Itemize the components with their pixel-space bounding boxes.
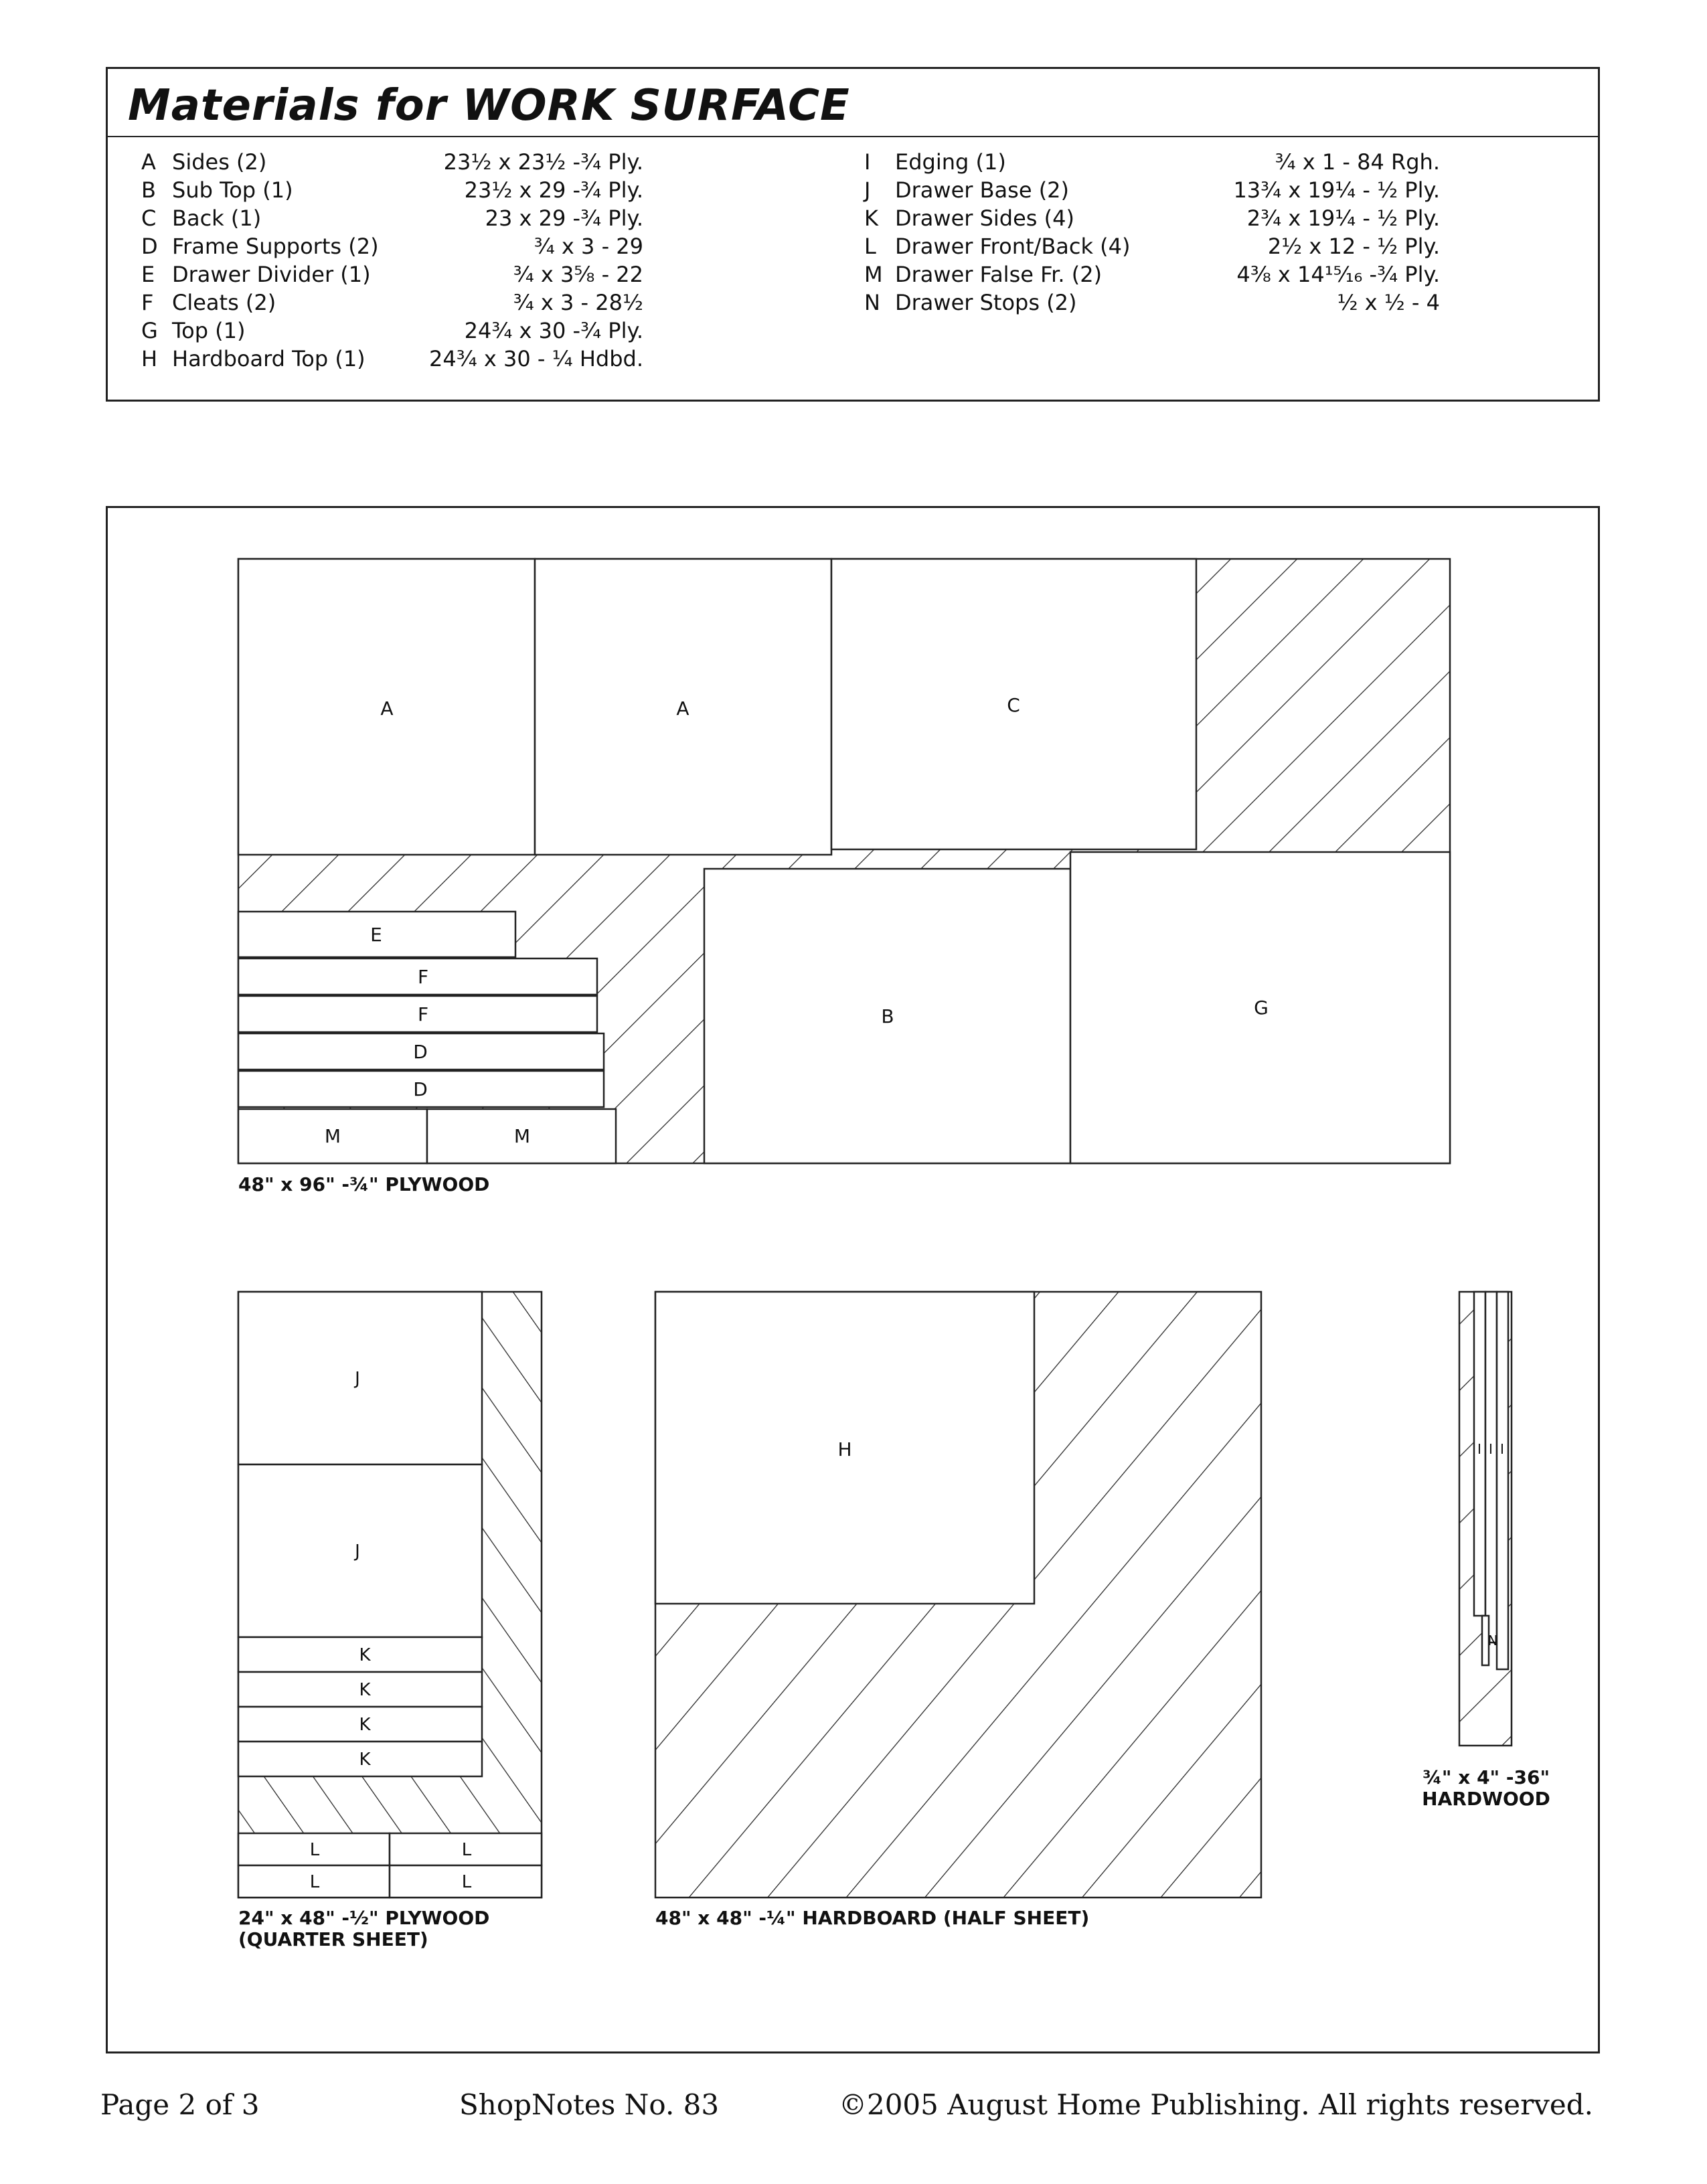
label-h: H: [837, 1438, 852, 1460]
material-letter: M: [864, 262, 883, 287]
material-dimensions: 4⅜ x 14¹⁵⁄₁₆ -¾ Ply.: [1236, 262, 1440, 287]
label-m2: M: [513, 1125, 531, 1147]
caption-plywood-12-line2: (QUARTER SHEET): [238, 1928, 428, 1950]
footer-page: Page 2 of 3: [100, 2088, 260, 2121]
footer-publication: ShopNotes No. 83: [459, 2088, 720, 2121]
material-dimensions: 13¾ x 19¼ - ½ Ply.: [1233, 177, 1440, 203]
material-dimensions: ¾ x 3 - 28½: [513, 290, 643, 315]
sheet-hardwood: [1459, 1292, 1512, 1746]
label-k4: K: [359, 1750, 371, 1770]
material-dimensions: ¾ x 3 - 29: [534, 234, 643, 259]
material-dimensions: 2¾ x 19¼ - ½ Ply.: [1246, 205, 1440, 231]
label-g: G: [1254, 997, 1269, 1019]
material-letter: N: [864, 290, 880, 315]
sheet-hardboard: [655, 1292, 1261, 1898]
label-i3: I: [1500, 1441, 1504, 1457]
material-dimensions: 2½ x 12 - ½ Ply.: [1267, 234, 1440, 259]
material-name: Edging (1): [895, 149, 1006, 175]
material-letter: A: [141, 149, 156, 175]
label-l4: L: [461, 1872, 472, 1892]
label-k1: K: [359, 1645, 371, 1665]
material-dimensions: 23½ x 23½ -¾ Ply.: [443, 149, 643, 175]
material-name: Sub Top (1): [172, 177, 293, 203]
material-letter: G: [141, 318, 158, 343]
material-name: Cleats (2): [172, 290, 276, 315]
label-j1: J: [355, 1369, 360, 1389]
material-dimensions: 23 x 29 -¾ Ply.: [485, 205, 643, 231]
part-j2: [238, 1464, 482, 1637]
label-i2: I: [1489, 1441, 1493, 1457]
material-letter: K: [864, 205, 878, 231]
material-name: Frame Supports (2): [172, 234, 379, 259]
material-letter: H: [141, 346, 158, 371]
label-c: C: [1007, 694, 1020, 716]
materials-title: Materials for WORK SURFACE: [128, 81, 850, 131]
material-name: Top (1): [172, 318, 246, 343]
label-d1: D: [413, 1041, 428, 1063]
label-k3: K: [359, 1715, 371, 1735]
caption-plywood-34: 48" x 96" -¾" PLYWOOD: [238, 1173, 490, 1195]
label-b: B: [881, 1005, 894, 1027]
label-l3: L: [309, 1872, 320, 1892]
material-dimensions: 24¾ x 30 -¾ Ply.: [464, 318, 643, 343]
material-name: Drawer Base (2): [895, 177, 1070, 203]
label-n: N: [1487, 1632, 1498, 1649]
material-name: Drawer Front/Back (4): [895, 234, 1131, 259]
material-name: Drawer Stops (2): [895, 290, 1077, 315]
label-k2: K: [359, 1680, 371, 1700]
part-j1: [238, 1292, 482, 1464]
caption-hardwood-line2: HARDWOOD: [1422, 1788, 1550, 1810]
part-i3: [1497, 1292, 1508, 1669]
material-dimensions: 23½ x 29 -¾ Ply.: [464, 177, 643, 203]
label-f2: F: [417, 1003, 429, 1025]
footer-copyright: ©2005 August Home Publishing. All rights reserved.: [838, 2088, 1593, 2121]
material-dimensions: ½ x ½ - 4: [1337, 290, 1440, 315]
caption-hardwood-line1: ¾" x 4" -36": [1422, 1766, 1550, 1788]
caption-plywood-12-line1: 24" x 48" -½" PLYWOOD: [238, 1907, 490, 1929]
material-letter: B: [141, 177, 156, 203]
label-f1: F: [417, 966, 429, 988]
material-name: Back (1): [172, 205, 262, 231]
label-a1: A: [380, 697, 394, 720]
material-letter: I: [864, 149, 871, 175]
material-letter: F: [141, 290, 154, 315]
material-dimensions: ¾ x 3⅝ - 22: [513, 262, 643, 287]
material-dimensions: ¾ x 1 - 84 Rgh.: [1275, 149, 1440, 175]
sheet-plywood-34: [238, 559, 1450, 1163]
material-name: Hardboard Top (1): [172, 346, 365, 371]
label-e: E: [370, 924, 382, 946]
material-letter: E: [141, 262, 155, 287]
part-i2: [1485, 1292, 1497, 1643]
material-letter: J: [864, 177, 871, 203]
material-name: Drawer False Fr. (2): [895, 262, 1103, 287]
material-name: Drawer Divider (1): [172, 262, 371, 287]
material-name: Drawer Sides (4): [895, 205, 1074, 231]
material-letter: L: [864, 234, 876, 259]
label-i1: I: [1477, 1441, 1481, 1457]
label-a2: A: [676, 697, 689, 720]
material-name: Sides (2): [172, 149, 267, 175]
label-d2: D: [413, 1078, 428, 1100]
label-l2: L: [461, 1840, 472, 1860]
material-letter: D: [141, 234, 158, 259]
material-dimensions: 24¾ x 30 - ¼ Hdbd.: [429, 346, 643, 371]
label-l1: L: [309, 1840, 320, 1860]
label-m1: M: [324, 1125, 341, 1147]
label-j2: J: [355, 1541, 360, 1562]
sheet-plywood-12: [238, 1292, 542, 1898]
caption-hardboard: 48" x 48" -¼" HARDBOARD (HALF SHEET): [655, 1907, 1090, 1929]
material-letter: C: [141, 205, 157, 231]
